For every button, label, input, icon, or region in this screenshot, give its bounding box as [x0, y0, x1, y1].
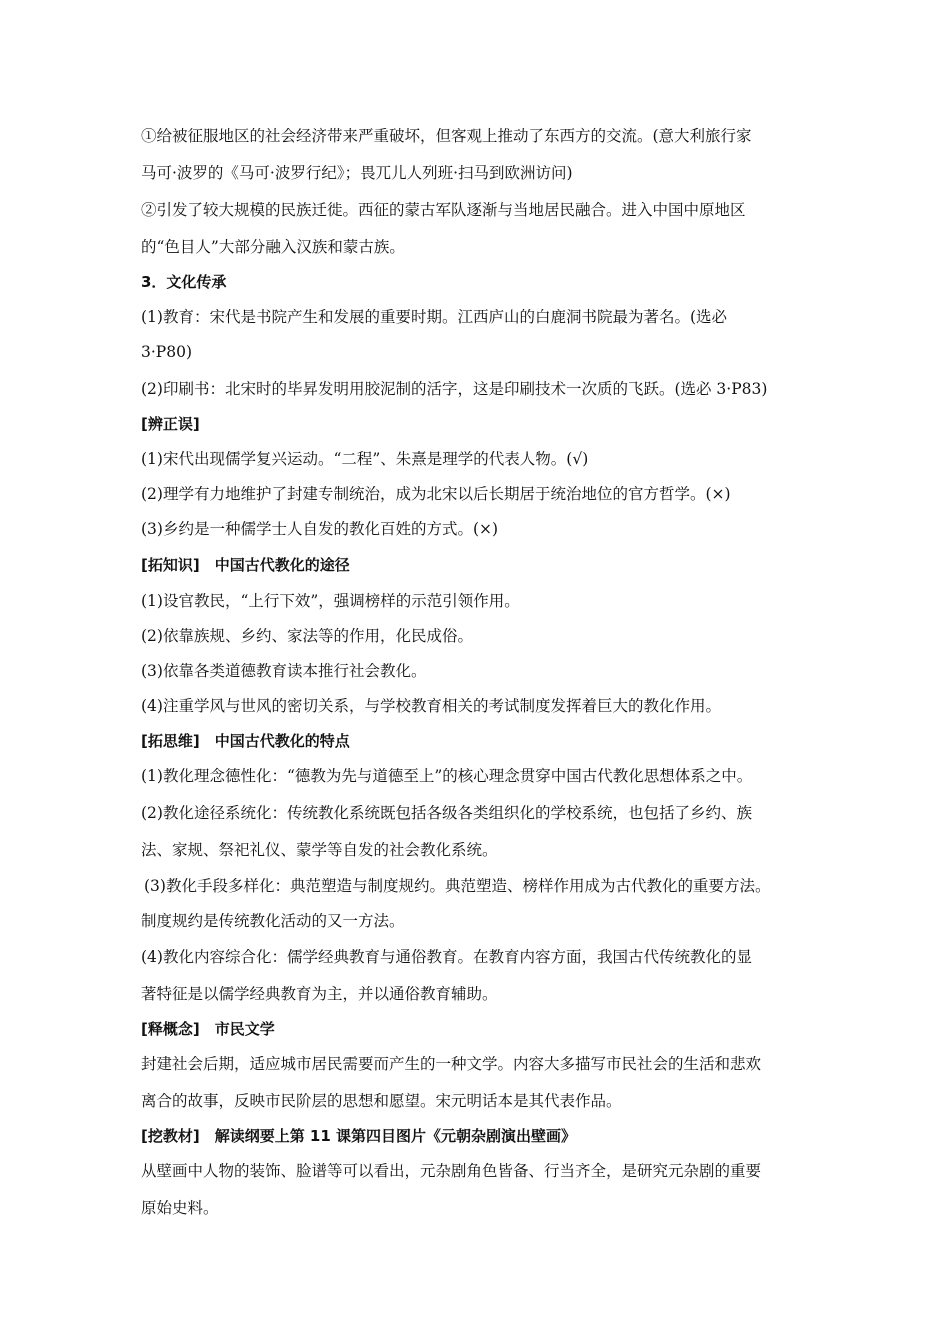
text-line: 从壁画中人物的装饰、脸谱等可以看出，元杂剧角色皆备、行当齐全，是研究元杂剧的重要 [141, 1162, 762, 1180]
text-line: (1)教育：宋代是书院产生和发展的重要时期。江西庐山的白鹿洞书院最为著名。(选必 [141, 308, 728, 326]
text-line: (3)乡约是一种儒学士人自发的教化百姓的方式。(×) [141, 520, 499, 538]
text-line: 著特征是以儒学经典教育为主，并以通俗教育辅助。 [141, 985, 498, 1003]
text-line: 马可·波罗的《马可·波罗行纪》；畏兀儿人列班·扫马到欧洲访问) [141, 164, 573, 182]
text-line: 离合的故事，反映市民阶层的思想和愿望。宋元明话本是其代表作品。 [141, 1092, 622, 1110]
text-line: (4)注重学风与世风的密切关系，与学校教育相关的考试制度发挥着巨大的教化作用。 [141, 697, 721, 715]
text-line: ①给被征服地区的社会经济带来严重破坏，但客观上推动了东西方的交流。(意大利旅行家 [141, 127, 752, 145]
text-line: (3)依靠各类道德教育读本推行社会教化。 [141, 662, 427, 680]
text-line: (1)教化理念德性化：“德教为先与道德至上”的核心理念贯穿中国古代教化思想体系之中。 [141, 767, 753, 785]
text-line: 的“色目人”大部分融入汉族和蒙古族。 [141, 238, 405, 256]
text-line: (2)教化途径系统化：传统教化系统既包括各级各类组织化的学校系统，也包括了乡约、族 [141, 804, 752, 822]
text-line: (2)印刷书：北宋时的毕昇发明用胶泥制的活字，这是印刷技术一次质的飞跃。(选必 3·P83) [141, 380, 768, 398]
text-line: 封建社会后期，适应城市居民需要而产生的一种文学。内容大多描写市民社会的生活和悲欢 [141, 1055, 762, 1073]
text-line: ②引发了较大规模的民族迁徙。西征的蒙古军队逐渐与当地居民融合。进入中国中原地区 [141, 201, 746, 219]
text-line: 3·P80) [141, 343, 192, 361]
text-line: 制度规约是传统教化活动的又一方法。 [141, 912, 405, 930]
section-heading: [拓知识] 中国古代教化的途径 [141, 556, 350, 574]
text-line: (2)依靠族规、乡约、家法等的作用，化民成俗。 [141, 627, 473, 645]
text-line: (2)理学有力地维护了封建专制统治，成为北宋以后长期居于统治地位的官方哲学。(×) [141, 485, 731, 503]
text-line: (1)宋代出现儒学复兴运动。“二程”、朱熹是理学的代表人物。(√) [141, 450, 589, 468]
text-line: (4)教化内容综合化：儒学经典教育与通俗教育。在教育内容方面，我国古代传统教化的显 [141, 948, 752, 966]
section-heading: 3．文化传承 [141, 273, 227, 291]
text-line: (3)教化手段多样化：典范塑造与制度规约。典范塑造、榜样作用成为古代教化的重要方法。 [144, 877, 771, 895]
text-line: (1)设官教民，“上行下效”，强调榜样的示范引领作用。 [141, 592, 520, 610]
text-line: 原始史料。 [141, 1199, 219, 1217]
text-line: 法、家规、祭祀礼仪、蒙学等自发的社会教化系统。 [141, 841, 498, 859]
section-heading: [释概念] 市民文学 [141, 1020, 275, 1038]
section-heading: [挖教材] 解读纲要上第 11 课第四目图片《元朝杂剧演出壁画》 [141, 1127, 577, 1145]
section-heading: [拓思维] 中国古代教化的特点 [141, 732, 350, 750]
section-heading: [辨正误] [141, 415, 200, 433]
